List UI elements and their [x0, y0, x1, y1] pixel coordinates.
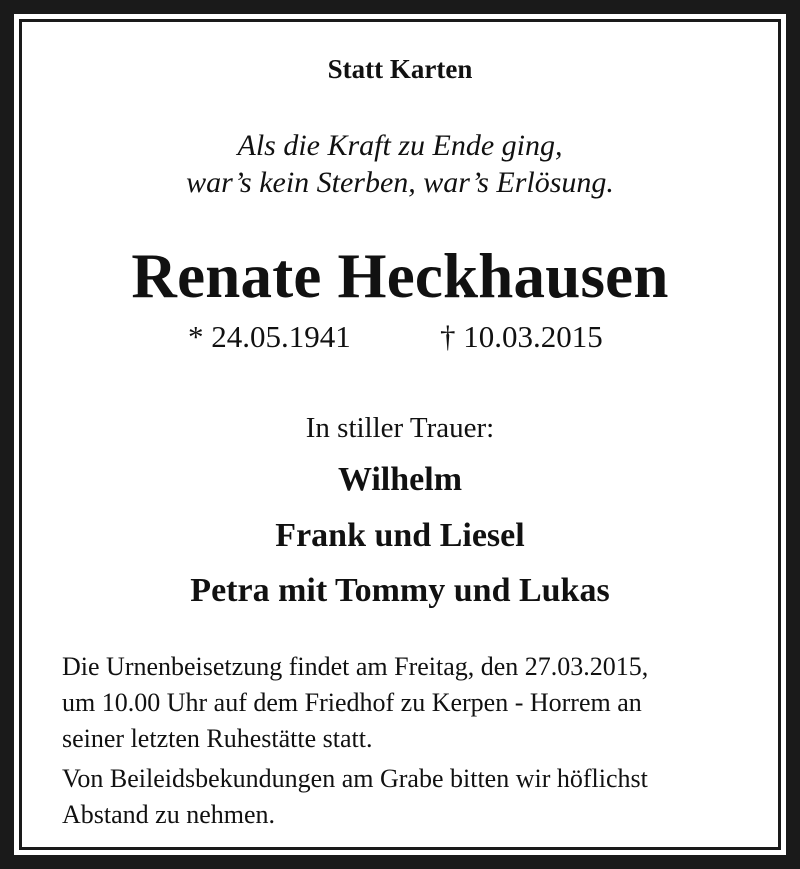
notice-line: Abstand zu nehmen.	[62, 800, 276, 829]
mourner-name: Frank und Liesel	[275, 517, 525, 554]
notice-line: um 10.00 Uhr auf dem Friedhof zu Kerpen - Horrem an	[62, 688, 642, 717]
mourning-intro: In stiller Trauer:	[305, 412, 495, 444]
notice-line: Von Beileidsbekundungen am Grabe bitten wir höflichst	[62, 764, 648, 793]
deceased-name: Renate Heckhausen	[131, 241, 669, 311]
notice-line: Die Urnenbeisetzung findet am Freitag, den 27.03.2015,	[62, 652, 649, 681]
death-date: † 10.03.2015	[440, 319, 603, 354]
notice-line: seiner letzten Ruhestätte statt.	[62, 724, 373, 753]
mourner-name: Petra mit Tommy und Lukas	[190, 572, 610, 609]
verse-line-1: Als die Kraft zu Ende ging,	[237, 129, 563, 162]
birth-date: * 24.05.1941	[188, 319, 351, 354]
mourner-name: Wilhelm	[337, 461, 463, 498]
notice-heading: Statt Karten	[327, 54, 473, 84]
verse-line-2: war’s kein Sterben, war’s Erlösung.	[186, 166, 614, 199]
